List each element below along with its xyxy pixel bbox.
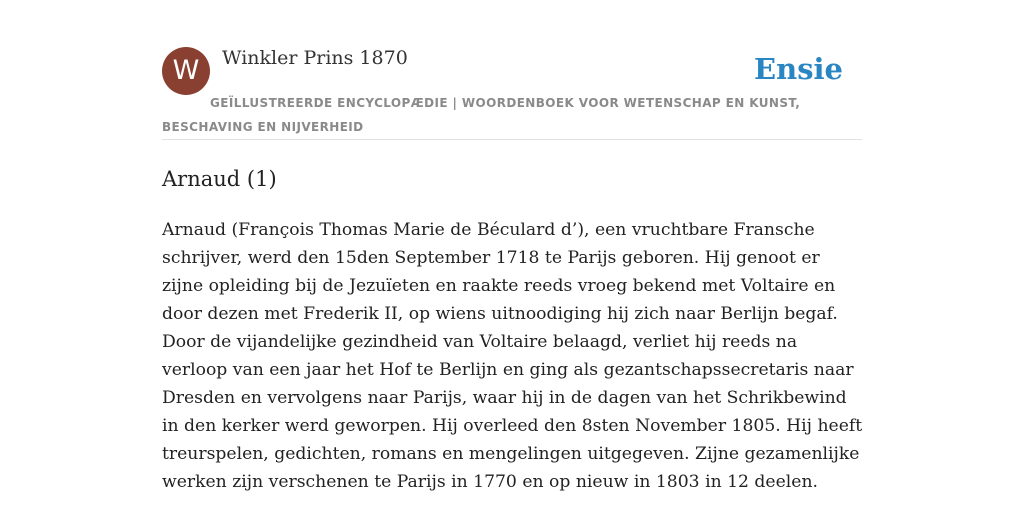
ensie-logo[interactable]: Ensie	[754, 52, 843, 86]
header-divider	[162, 139, 862, 140]
source-subtitle: GEÏLLUSTREERDE ENCYCLOPÆDIE | WOORDENBOEK VOOR WETENSCHAP EN KUNST, BESCHAVING EN NIJVERHEID	[162, 96, 801, 134]
source-avatar[interactable]: W	[162, 47, 210, 95]
entry-text: Arnaud (François Thomas Marie de Béculard d’), een vruchtbare Fransche schrijver, werd den 15den September 1718 te Parijs geboren. Hij genoot er zijne opleiding bij de Jezuïeten en raakte reeds vroeg bekend met Voltaire en door dezen met Frederik II, op wiens uitnoodiging hij zich naar Berlijn begaf. Door de vijandelijke gezindheid van Voltaire belaagd, verliet hij reeds na verloop van een jaar het Hof te Berlijn en ging als gezantschapssecretaris naar Dresden en vervolgens naar Parijs, waar hij in de dagen van het Schrikbewind in den kerker werd geworpen. Hij overleed den 8sten November 1805. Hij heeft treurspelen, gedichten, romans en mengelingen uitgegeven. Zijne gezamenlijke werken zijn verschenen te Parijs in 1770 en op nieuw in 1803 in 12 deelen.	[162, 220, 863, 492]
entry-title: Arnaud (1)	[162, 167, 277, 191]
source-title-link[interactable]: Winkler Prins 1870	[222, 47, 408, 69]
